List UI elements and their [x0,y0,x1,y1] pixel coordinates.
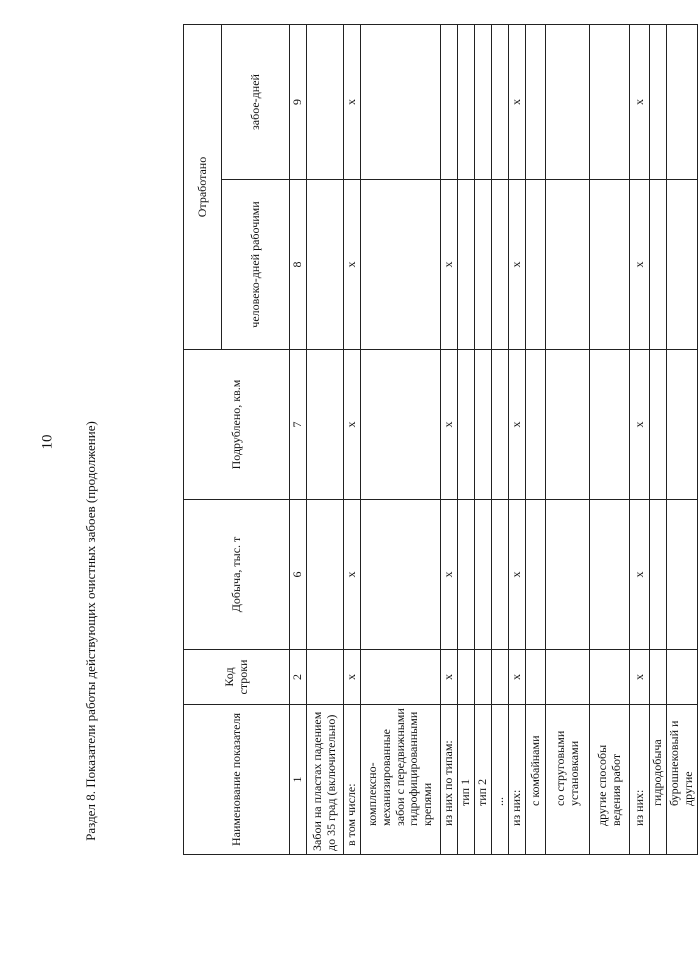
rotated-table-container [183,25,695,855]
row-output [492,500,509,650]
row-name: комплексно-механизированные забои с передвижными гидрофицированными крепями [361,705,441,855]
header-name: Наименование показателя [184,705,290,855]
row-code [492,650,509,705]
row-code: х [630,650,650,705]
row-code [667,650,698,705]
column-number: 2 [290,650,307,705]
row-man-days [650,180,667,350]
row-face-days [307,25,344,180]
column-number: 7 [290,350,307,500]
column-number: 9 [290,25,307,180]
row-output: х [630,500,650,650]
row-face-days [526,25,546,180]
row-man-days: х [630,180,650,350]
page-number: 10 [39,434,56,450]
row-name: из них: [509,705,526,855]
row-man-days [307,180,344,350]
header-code: Код строки [184,650,290,705]
row-code [307,650,344,705]
row-face-days [475,25,492,180]
row-name: Забои на пластах падением до 35 град (включительно) [307,705,344,855]
row-driven: х [441,350,458,500]
row-output [526,500,546,650]
row-code: х [509,650,526,705]
row-man-days: х [509,180,526,350]
row-man-days [458,180,475,350]
row-driven [667,350,698,500]
row-code [458,650,475,705]
row-driven [492,350,509,500]
row-man-days [590,180,630,350]
row-face-days: х [344,25,361,180]
row-code [650,650,667,705]
row-driven [307,350,344,500]
row-driven: х [509,350,526,500]
row-name: другие способы ведения работ [590,705,630,855]
row-output [361,500,441,650]
row-output [667,500,698,650]
column-number: 1 [290,705,307,855]
table-row [344,25,361,855]
header-driven: Подрублено, кв.м [184,350,290,500]
header-output: Добыча, тыс. т [184,500,290,650]
row-face-days [546,25,590,180]
table-row [546,25,590,855]
row-man-days [667,180,698,350]
row-output: х [344,500,361,650]
row-driven [458,350,475,500]
row-name: из них: [630,705,650,855]
row-face-days [441,25,458,180]
row-name: со струговыми установками [546,705,590,855]
row-man-days: х [344,180,361,350]
row-output [307,500,344,650]
row-man-days [361,180,441,350]
row-driven: х [630,350,650,500]
row-face-days [458,25,475,180]
row-face-days: х [630,25,650,180]
row-name: с комбайнами [526,705,546,855]
section-title: Раздел 8. Показатели работы действующих очистных забоев (продолжение) [83,421,98,841]
table-row [441,25,458,855]
row-code [526,650,546,705]
row-driven [546,350,590,500]
row-driven [475,350,492,500]
table-row [492,25,509,855]
row-driven [526,350,546,500]
row-code: х [441,650,458,705]
row-output [475,500,492,650]
row-man-days: х [441,180,458,350]
table-row [667,25,698,855]
header-man-days: человеко-дней рабочими [222,180,290,350]
row-name: ... [492,705,509,855]
row-output [590,500,630,650]
row-face-days [361,25,441,180]
row-code [475,650,492,705]
row-name: тип 1 [458,705,475,855]
column-number: 6 [290,500,307,650]
column-number-row [290,25,307,855]
table-row [361,25,441,855]
table-row [475,25,492,855]
row-man-days [546,180,590,350]
row-face-days [667,25,698,180]
row-driven [361,350,441,500]
row-face-days [650,25,667,180]
table-row [307,25,344,855]
row-man-days [526,180,546,350]
table-row [526,25,546,855]
row-man-days [492,180,509,350]
table-row [509,25,526,855]
row-driven: х [344,350,361,500]
row-name: бурошнековый и другие [667,705,698,855]
row-driven [650,350,667,500]
row-man-days [475,180,492,350]
row-output: х [509,500,526,650]
table-row [590,25,630,855]
row-name: гидродобыча [650,705,667,855]
row-code [590,650,630,705]
column-number: 8 [290,180,307,350]
row-face-days [590,25,630,180]
row-face-days [492,25,509,180]
row-code [546,650,590,705]
header-worked: Отработано [184,25,222,350]
row-output [546,500,590,650]
row-code: х [344,650,361,705]
table-viewport [183,25,695,855]
row-driven [590,350,630,500]
row-name: из них по типам: [441,705,458,855]
table-row [458,25,475,855]
row-output [458,500,475,650]
header-face-days: забое-дней [222,25,290,180]
row-output [650,500,667,650]
table-row [650,25,667,855]
table-row [630,25,650,855]
row-face-days: х [509,25,526,180]
row-output: х [441,500,458,650]
row-name: в том числе: [344,705,361,855]
indicators-table [183,24,698,855]
row-name: тип 2 [475,705,492,855]
row-code [361,650,441,705]
